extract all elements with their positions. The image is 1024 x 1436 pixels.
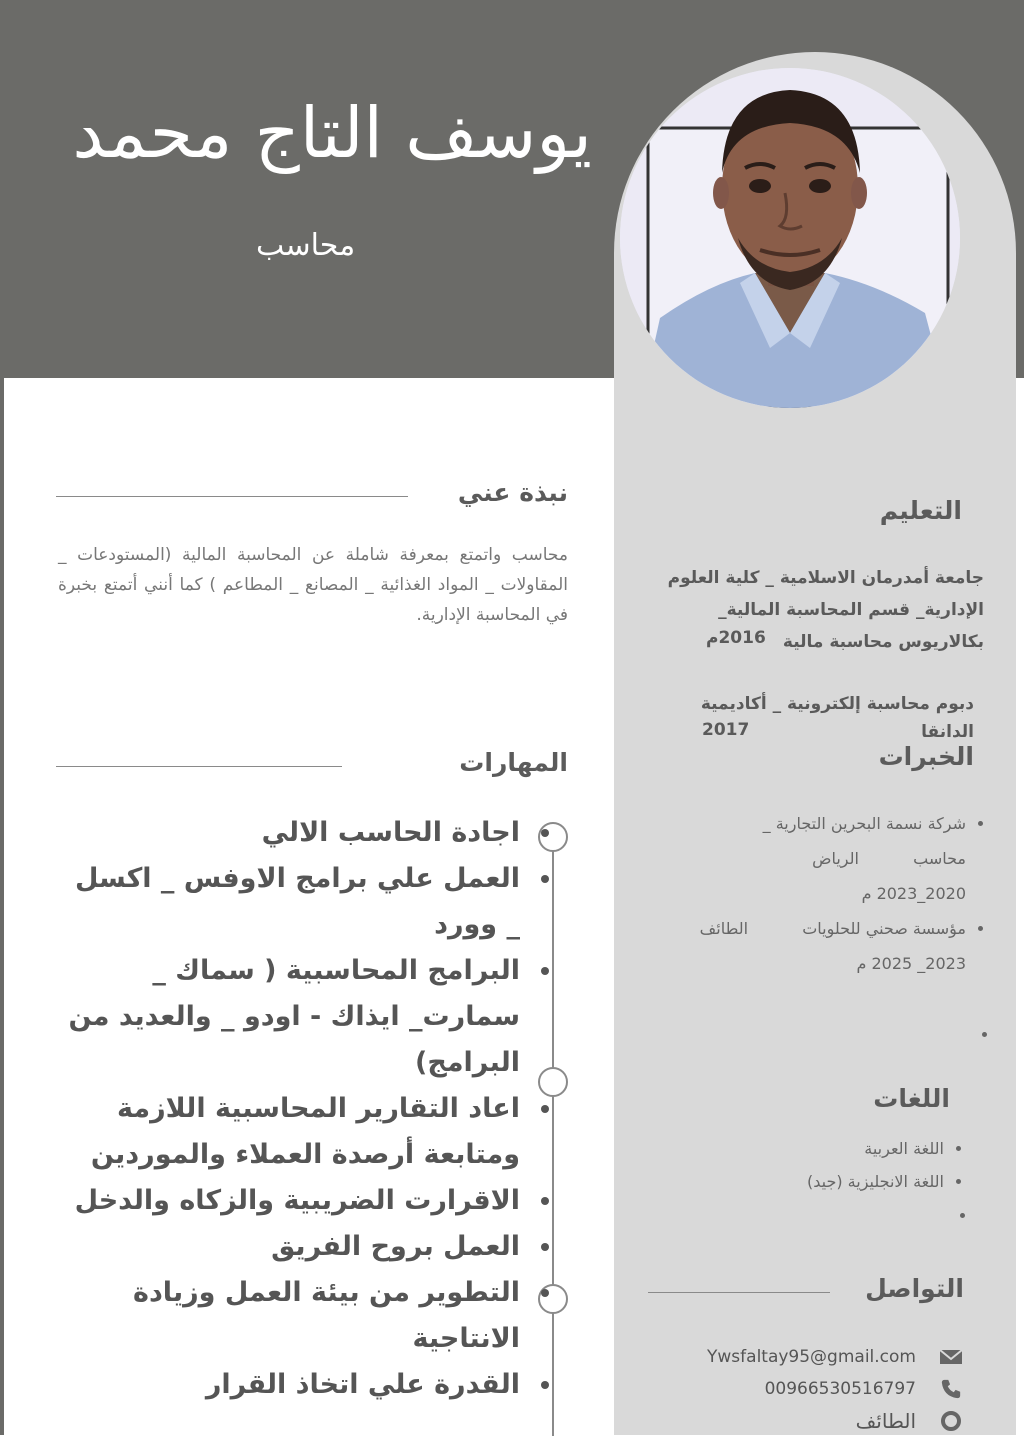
skill-item: • اعاد التقارير المحاسبية اللازمة ومتابعة أرصدة العملاء والموردين <box>56 1086 526 1178</box>
contact-title: التواصل <box>865 1274 964 1303</box>
left-edge-strip <box>0 378 4 1435</box>
skill-item: • العمل علي برامج الاوفس _ اكسل _ وورد <box>56 856 526 948</box>
skills-list <box>56 810 566 1408</box>
profile-photo <box>620 68 960 408</box>
contact-phone[interactable]: 00966530516797 <box>764 1379 916 1399</box>
education-degree-year: 2016م <box>706 628 766 648</box>
education-diploma-year: 2017 <box>702 720 750 740</box>
education-degree: جامعة أمدرمان الاسلامية _ كلية العلوم الإدارية_ قسم المحاسبة المالية_ بكالاريوس محاسبة مالية <box>667 568 984 652</box>
experience-title: الخبرات <box>878 742 974 771</box>
experience-location: الطائف <box>699 919 749 938</box>
experience-role: محاسب <box>913 849 966 868</box>
skills-title: المهارات <box>459 748 568 777</box>
languages-title: اللغات <box>873 1084 950 1113</box>
experience-list <box>646 806 988 981</box>
experience-location: الرياض <box>812 849 859 868</box>
languages-list <box>624 1132 966 1198</box>
person-name: يوسف التاج محمد <box>72 92 592 174</box>
contact-email[interactable]: Ywsfaltay95@gmail.com <box>707 1347 916 1367</box>
job-title: محاسب <box>256 228 356 263</box>
contact-divider <box>648 1292 830 1293</box>
contact-email-row <box>707 1344 964 1370</box>
skill-item: • الاقرارت الضريبية والزكاه والدخل <box>56 1178 526 1224</box>
skill-item: • العمل بروح الفريق <box>56 1224 526 1270</box>
experience-item <box>646 911 966 981</box>
empty-bullet <box>982 1032 987 1037</box>
portrait-illustration <box>620 68 960 408</box>
empty-bullet <box>960 1213 965 1218</box>
experience-item <box>646 806 966 911</box>
experience-period: 2020_2023 م <box>861 884 966 903</box>
skill-item: • البرامج المحاسبية ( سماك _ سمارت_ ايذاك - اودو _ والعديد من البرامج) <box>56 948 526 1086</box>
about-text: محاسب واتمتع بمعرفة شاملة عن المحاسبة المالية (المستودعات _ المقاولات _ المواد الغذائية _ المصانع _ المطاعم ) كما أنني أتمتع بخبرة في المحاسبة الإدارية. <box>58 545 568 625</box>
education-title: التعليم <box>879 496 962 525</box>
experience-company: مؤسسة صحني للحلويات <box>802 919 966 938</box>
experience-period: 2023_ 2025 م <box>856 954 966 973</box>
skill-item: • التطوير من بيئة العمل وزيادة الانتاجية <box>56 1270 526 1362</box>
language-item: • اللغة العربية <box>624 1132 944 1165</box>
skill-item: • اجادة الحاسب الالي <box>56 810 526 856</box>
location-icon <box>938 1408 964 1434</box>
language-item: • اللغة الانجليزية (جيد) <box>624 1165 944 1198</box>
contact-phone-row <box>765 1376 964 1402</box>
about-divider <box>56 496 408 497</box>
contact-location: الطائف <box>855 1409 916 1433</box>
education-diploma: دبوم محاسبة إلكترونية _ أكاديمية الدانقا <box>700 694 974 742</box>
skills-divider <box>56 766 342 767</box>
experience-company-location <box>646 911 966 946</box>
phone-icon <box>938 1376 964 1402</box>
about-title: نبذة عني <box>457 478 568 507</box>
contact-location-row <box>856 1408 964 1434</box>
skill-item: • القدرة علي اتخاذ القرار <box>56 1362 526 1408</box>
experience-company: • شركة نسمة البحرين التجارية _ <box>762 814 966 833</box>
envelope-icon <box>938 1344 964 1370</box>
experience-role-location <box>646 841 966 876</box>
